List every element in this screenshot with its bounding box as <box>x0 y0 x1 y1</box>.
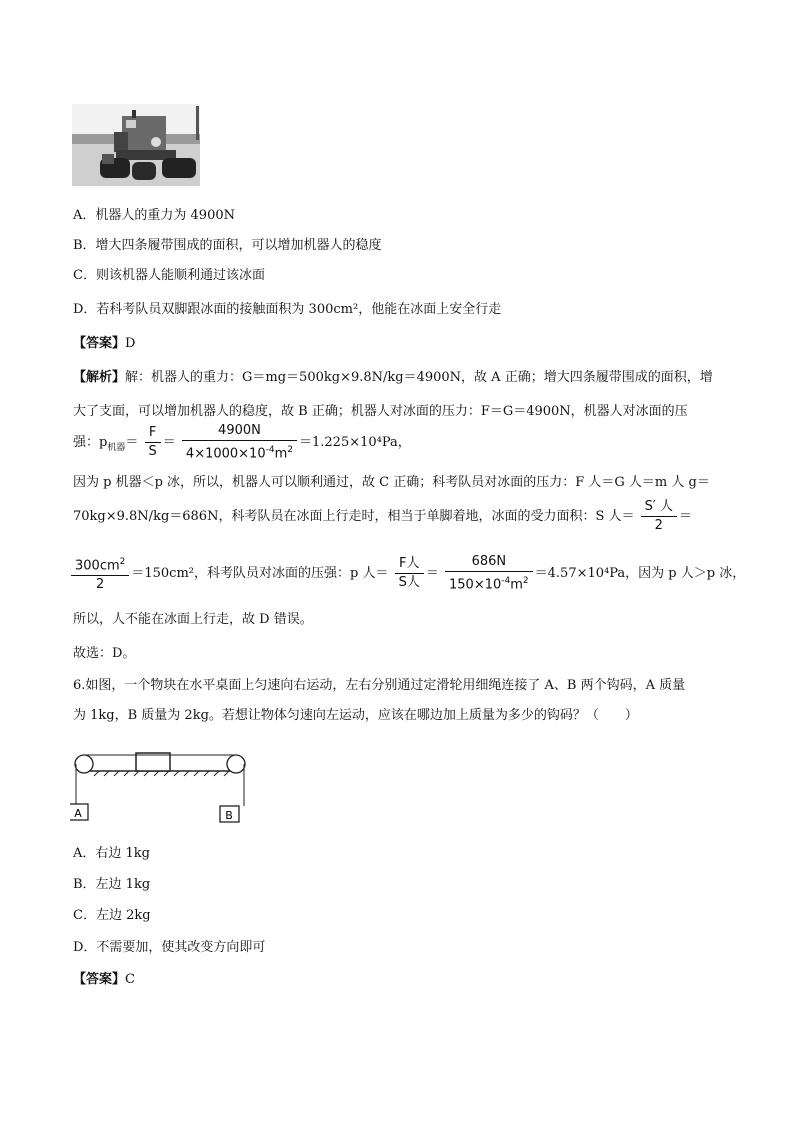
right-pulley <box>227 755 245 773</box>
answer-label: 【答案】 <box>73 336 126 351</box>
analysis-line-6: $\frac{300cm^2}{2}$ ＝150cm²，科考队员对冰面的压强：p 人＝ $\frac{\text{F人}}{\text{S人}}$ ＝ $\frac{686N}{150\times 10^{-4}m^2}$ ＝4.57×10⁴Pa，因为 p 人＞p 冰， <box>73 553 745 594</box>
block <box>136 753 170 771</box>
label-a: A <box>74 807 82 820</box>
robot-photo <box>72 104 200 186</box>
pulley-diagram-svg <box>70 742 250 826</box>
analysis-text-1: 解：机器人的重力：G＝mg＝500kg×9.8N/kg＝4900N，故 A 正确；增大四条履带围成的面积，增 <box>125 370 713 385</box>
option-a: A．机器人的重力为 4900N <box>73 208 235 223</box>
analysis-line-3: 强：$p_{机器}=$ $\frac{F}{S}$ ＝ $\frac{4900N}{4\times 1000\times 10^{-4}m^2}$ ＝1.225×10⁴Pa， <box>73 423 411 462</box>
analysis-line-1 <box>73 369 713 387</box>
fraction-person-pressure: $\frac{686N}{150\times 10^{-4}m^2}$ <box>445 553 533 594</box>
left-pulley <box>75 755 93 773</box>
analysis-line-7: 所以，人不能在冰面上行走，故 D 错误。 <box>73 612 313 627</box>
option-d: D．若科考队员双脚跟冰面的接触面积为 300cm²，他能在冰面上安全行走 <box>73 302 502 317</box>
q6-stem-line-2: 为 1kg，B 质量为 2kg。若想让物体匀速向左运动，应该在哪边加上质量为多少的钩码？（ ） <box>73 708 638 723</box>
answer-value: C <box>125 972 135 987</box>
frac-num: F <box>145 424 161 443</box>
answer-q6 <box>73 971 135 989</box>
line6-mid: ＝150cm²，科考队员对冰面的压强：p 人＝ <box>131 566 389 582</box>
fraction-f-over-s <box>145 424 161 461</box>
frac-den: $4\times 1000\times 10^{-4}m^2$ <box>185 445 293 462</box>
option-c: C．则该机器人能顺利通过该冰面 <box>73 268 265 283</box>
label-b: B <box>225 809 233 822</box>
pressure-prefix: 强：p <box>73 435 108 451</box>
analysis-line-8: 故选：D。 <box>73 646 136 661</box>
pressure-subscript: 机器 <box>107 442 126 453</box>
analysis-line-4: 因为 p 机器＜p 冰，所以，机器人可以顺利通过，故 C 正确；科考队员对冰面的压力：F 人＝G 人＝m 人 g＝ <box>73 475 710 490</box>
frac-num: 4900N <box>182 422 297 441</box>
q6-option-b: B．左边 1kg <box>73 877 151 892</box>
q6-option-a: A．右边 1kg <box>73 846 150 861</box>
q6-option-d: D．不需要加，使其改变方向即可 <box>73 940 266 955</box>
fraction-s-person: $\frac{\text{S′ 人}}{2}$ <box>641 498 677 535</box>
robot-vehicle-image <box>72 104 200 186</box>
answer-q5 <box>73 335 135 353</box>
equals: ＝ <box>125 435 139 451</box>
line5-text: 70kg×9.8N/kg＝686N，科考队员在冰面上行走时，相当于单脚着地，冰面的受力面积：S 人＝ <box>73 509 635 524</box>
analysis-label: 【解析】 <box>73 370 126 385</box>
pulley-diagram <box>70 742 250 826</box>
line6-end: ＝4.57×10⁴Pa，因为 p 人＞p 冰， <box>534 566 746 582</box>
fraction-area: $\frac{300cm^2}{2}$ <box>71 553 129 594</box>
q6-stem-line-1: 6.如图，一个物块在水平桌面上匀速向右运动，左右分别通过定滑轮用细绳连接了 A、B 两个钩码，A 质量 <box>73 678 686 693</box>
q6-option-c: C．左边 2kg <box>73 908 151 923</box>
fraction-f-over-s-person: $\frac{\text{F人}}{\text{S人}}$ <box>395 555 424 592</box>
pressure-result: ＝1.225×10⁴Pa， <box>299 435 411 451</box>
option-b: B．增大四条履带围成的面积，可以增加机器人的稳度 <box>73 238 382 253</box>
frac-den: S <box>148 444 157 460</box>
analysis-line-5: 70kg×9.8N/kg＝686N，科考队员在冰面上行走时，相当于单脚着地，冰面的受力面积：S 人＝ $\frac{\text{S′ 人}}{2}$ ＝ <box>73 499 692 533</box>
answer-value: D <box>125 336 136 351</box>
analysis-line-2: 大了支面，可以增加机器人的稳度，故 B 正确；机器人对冰面的压力：F＝G＝4900N，机器人对冰面的压 <box>73 404 688 419</box>
fraction-pressure <box>182 422 297 463</box>
answer-label: 【答案】 <box>73 972 126 987</box>
